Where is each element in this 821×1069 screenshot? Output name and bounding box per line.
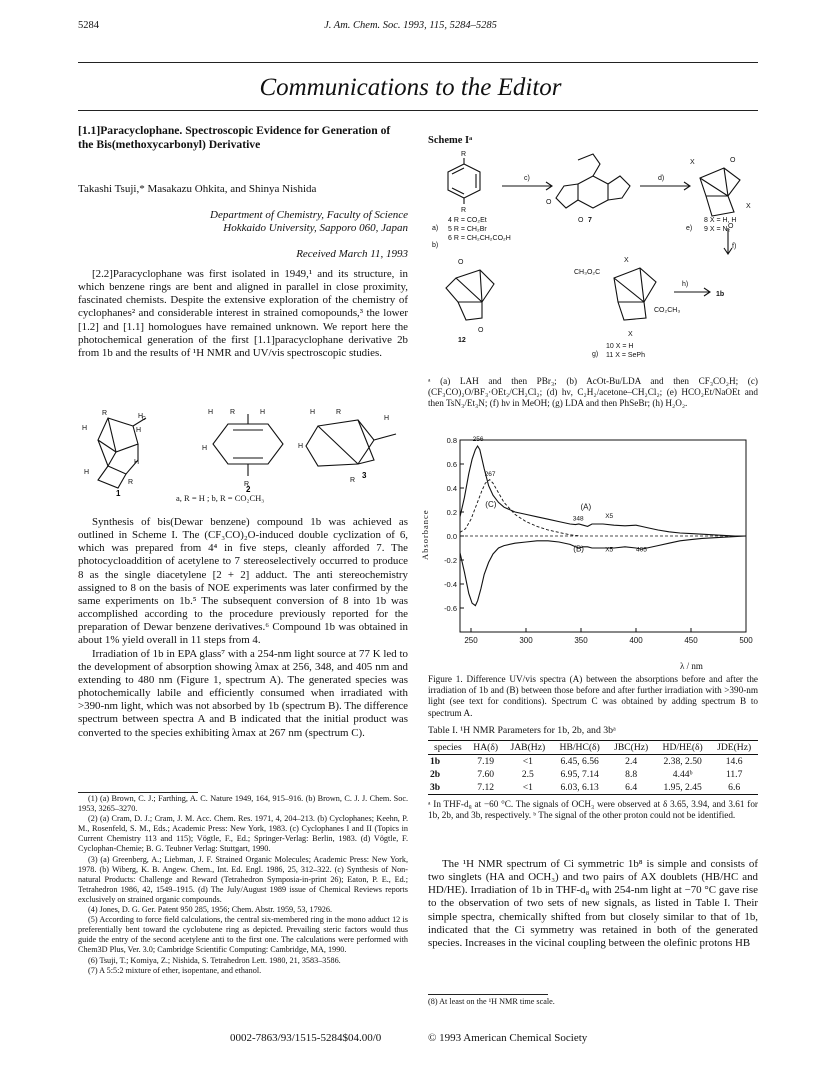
svg-text:H: H [82, 425, 88, 432]
affiliation [160, 209, 408, 235]
references-rule [78, 792, 198, 793]
title-rule [78, 110, 758, 111]
series-line-b [460, 536, 746, 606]
reference-4: (4) Jones, D. G. Ger. Patent 950 285, 1956; Chem. Abstr. 1959, 53, 17926. [88, 905, 333, 915]
scheme-row-6: 6 R = CH₂CH₂CO₂H [448, 235, 511, 242]
svg-text:H: H [310, 409, 316, 416]
scheme-row-11: 11 X = SePh [606, 352, 645, 359]
table-cell: 3b [428, 781, 468, 795]
scheme-ch3o2c: CH₃O₂C [574, 269, 601, 276]
svg-text:H: H [208, 409, 214, 416]
table-title: Table I. ¹H NMR Parameters for 1b, 2b, and 3bᵃ [428, 725, 616, 736]
right-footnote: (8) At least on the ¹H NMR time scale. [428, 997, 555, 1006]
table-cell: 6.6 [710, 781, 758, 795]
structure-label-2: 2 [246, 485, 251, 494]
reference-2: (2) (a) Cram, D. J.; Cram, J. M. Acc. Chem. Res. 1971, 4, 204–213. (b) Cyclophanes; Keehn, P. M., Rosenfeld, S. M., Eds.; Academic Press: New York, 1983. (c) Cyclophanes I and II (Topics in Current Chemistry 113 and 115); Vögtle, F., Ed.; Springer-Verlag: Berlin, 1983. (d) Vögtle, F. Cyclophan-Chemie; B. G. Teubner Verlag: Stuttgart, 1990. [78, 814, 408, 854]
scheme-row-8: 8 X = H, H [704, 217, 737, 224]
table-cell: 2.5 [521, 769, 534, 780]
scheme-r-top: R [461, 151, 467, 158]
series-line-a [460, 446, 746, 536]
chart-xlabel: λ / nm [680, 661, 703, 671]
svg-text:H: H [84, 469, 90, 476]
scheme-step-g: g) [592, 351, 599, 358]
table-header: JAB(Hz) [504, 741, 552, 755]
structures-caption: a, R = H ; b, R = CO₂CH₃ [176, 493, 265, 503]
scheme-r-bottom: R [461, 207, 467, 214]
table-cell: 11.7 [725, 769, 743, 780]
scheme-step-c: c) [524, 175, 530, 182]
x-tick-label: 350 [574, 636, 588, 645]
structure-label-3: 3 [362, 471, 367, 480]
body-text [78, 516, 408, 740]
scheme-x-right: X [746, 203, 751, 210]
scheme-step-a: a) [432, 225, 439, 232]
scheme-x-top: X [690, 159, 695, 166]
x-tick-label: 400 [629, 636, 643, 645]
table-header: HA(δ) [468, 741, 504, 755]
scheme-title: Scheme Iᵃ [428, 135, 473, 146]
table-header: JBC(Hz) [607, 741, 655, 755]
scheme-o-12: O [458, 259, 464, 266]
scheme-row-4: 4 R = CO₂Et [448, 217, 487, 224]
series-label-b: (B) [573, 544, 584, 554]
right-body [428, 858, 758, 950]
scheme-x-11: X [624, 257, 629, 264]
svg-text:R: R [230, 409, 236, 416]
table-header: HD/HE(δ) [655, 741, 710, 755]
scheme-footnote: ᵃ (a) LAH and then PBr₃; (b) AcOt-Bu/LDA and then CF₃CO₂H; (c) (CF₃CO)₂O/BF₃·OEt₂/CH₂Cl₂; (d) hν, C₂H₂/acetone–CH₂Cl₂; (e) HCO₂Et/NaOEt and then TsN₃/Et₃N; (f) hν in MeOH; (g) LDA and then PhSeBr; (h) H₂O₂. [428, 376, 758, 409]
scheme-x-11b: X [628, 331, 633, 338]
svg-text:H: H [136, 427, 142, 434]
paragraph-irradiation: Irradiation of 1b in EPA glass⁷ with a 254-nm light source at 77 K led to the development of absorption showing λmax at 256, 348, and 405 nm and extending to 480 nm (Figure 1, spectrum A). The generated species was photochemically labile and efficiently consumed when irradiated with >390-nm light, which was not absorbed by 1b (spectrum B). The difference spectrum between spectra A and B indicated that the initial product was converted to the species exhibiting λmax at 267 nm (spectrum C). [78, 647, 408, 739]
scale-label-x5-a: X5 [605, 513, 614, 520]
table-row [428, 781, 758, 795]
scheme-co2ch3: CO₂CH₃ [654, 307, 681, 314]
svg-text:R: R [350, 477, 356, 484]
table-cell: 7.12 [468, 781, 504, 795]
svg-text:R: R [244, 481, 250, 488]
series-label-c: (C) [485, 500, 497, 510]
scheme-o-top: O [730, 157, 736, 164]
page-number: 5284 [78, 20, 99, 31]
table-cell: 7.19 [477, 756, 495, 767]
svg-text:H: H [134, 459, 140, 466]
table-cell: 14.6 [725, 756, 743, 767]
section-title: Communications to the Editor [259, 74, 562, 101]
reference-3: (3) (a) Greenberg, A.; Liebman, J. F. Strained Organic Molecules; Academic Press: New York, 1978. (b) Wiberg, K. B. Angew. Chem., Int. Ed. Engl. 1986, 25, 312–322. (c) Synthesis of Non-natural Products: Challenge and Reward (Tetrahedron Symposia-in-print 26); Eaton, P. E., Ed.; Tetrahedron 1986, 42, 1549–1915. (d) The July/August 1989 issue of Chemical Reviews reports exclusively on strained organic compounds. [78, 854, 408, 904]
scale-label-x5-b: X5 [605, 546, 614, 554]
table-cell: 7.60 [477, 769, 495, 780]
table-header: HB/HC(δ) [552, 741, 607, 755]
reference-6: (6) Tsuji, T.; Komiya, Z.; Nishida, S. Tetrahedron Lett. 1980, 21, 3583–3586. [88, 955, 341, 965]
paragraph-intro: [2.2]Paracyclophane was first isolated in 1949,¹ and its structure, in which benzene rings are bent and aligned in parallel in close proximity, fascinated chemists. Despite the extensive exploration of the chemistry of cyclophanes² and considerable interest in strained comopounds,³ the lower [1.2] and [1.1] homologues have remained unknown. We report here the photochemical generation of the first [1.1]paracyclophane derivative 2b from 1b and the results of ¹H NMR and UV/vis spectroscopic studies. [78, 268, 408, 359]
svg-text:H: H [384, 415, 390, 422]
structures-figure [78, 404, 408, 500]
y-tick-label: -0.6 [444, 604, 457, 613]
y-tick-label: -0.4 [444, 580, 457, 589]
svg-text:C: C [142, 416, 146, 422]
scheme-step-e: e) [686, 225, 693, 232]
scheme-product: 1b [716, 291, 725, 298]
right-footnote-rule [428, 994, 548, 995]
intro-text [78, 268, 408, 360]
table-header: species [428, 741, 468, 755]
paragraph-nmr: The ¹H NMR spectrum of Ci symmetric 1b⁸ is simple and consists of two singlets (HA and OCH₃) and two pairs of AX doublets (HB/HC and HD/HE). Irradiation of 1b in THF-d₈ with 254-nm light at −70 °C gave rise to the observation of two sets of new signals, as listed in Table I. Their simple spectra, chemically shifted from but closely similar to that of 1b, indicated that the Ci symmetry was retained in both of the generated species. Increases in the vicinal coupling between the olefinic protons HB [428, 858, 758, 949]
x-tick-label: 450 [684, 636, 698, 645]
nmr-table [428, 740, 758, 795]
y-tick-label: 0.6 [446, 460, 457, 469]
scheme-o-bottom: O [728, 223, 734, 230]
reference-7: (7) A 5:5:2 mixture of ether, isopentane, and ethanol. [88, 965, 262, 975]
affiliation-line-1: Department of Chemistry, Faculty of Science [210, 209, 408, 221]
series-line-c [460, 480, 581, 536]
scheme-figure [428, 150, 758, 370]
footer-code: 0002-7863/93/1515-5284$04.00/0 [230, 1032, 382, 1044]
scheme-compound-12: 12 [458, 337, 466, 344]
y-tick-label: 0.4 [446, 484, 457, 493]
series-label-a: (A) [580, 502, 592, 512]
svg-text:R: R [128, 479, 134, 486]
scheme-row-9: 9 X = N₂ [704, 226, 731, 233]
scheme-o-7: O [578, 217, 584, 224]
scheme-step-h: h) [682, 281, 689, 288]
journal-reference: J. Am. Chem. Soc. 1993, 115, 5284–5285 [324, 20, 497, 31]
svg-text:H: H [202, 445, 208, 452]
table-row [428, 755, 758, 769]
table-header-row [428, 741, 758, 755]
article-title: [1.1]Paracyclophane. Spectroscopic Evidence for Generation of the Bis(methoxycarbonyl) Derivative [78, 124, 391, 151]
table-cell: 2.38, 2.50 [663, 756, 702, 767]
table-cell: 1b [430, 756, 441, 767]
table-cell: 1.95, 2.45 [655, 781, 710, 795]
references [78, 794, 408, 976]
uv-vis-spectra-chart [428, 432, 758, 656]
x-tick-label: 300 [519, 636, 533, 645]
table-cell: 2b [430, 769, 441, 780]
table-container [428, 740, 758, 821]
table-cell: 2.4 [625, 756, 638, 767]
figure-caption: Figure 1. Difference UV/vis spectra (A) between the absorptions before and after the irradiation of 1b and (B) between those before and after further irradiation with >390-nm light (see text for conditions). Spectrum C was obtained by adding spectrum B to spectrum A. [428, 674, 758, 718]
peak-label-267: 267 [484, 471, 496, 478]
x-tick-label: 500 [739, 636, 753, 645]
received-date: Received March 11, 1993 [296, 248, 408, 260]
svg-text:R: R [336, 409, 342, 416]
table-cell: 4.44ᵇ [672, 769, 693, 780]
header-rule [78, 62, 758, 63]
chart-ylabel-text: Absorbance [420, 509, 430, 560]
svg-text:H: H [260, 409, 266, 416]
table-cell: 6.4 [607, 781, 655, 795]
table-header: JDE(Hz) [710, 741, 758, 755]
scheme-step-d: d) [658, 175, 665, 182]
x-tick-label: 250 [464, 636, 478, 645]
reference-5: (5) According to force field calculations, the central six-membered ring in the mono adduct 12 is preferentially bent toward the cyclobutene ring as depicted. Prevailing steric factors would thus guide the entry of the second acetylene anti to the first one. The calculations were performed with Chem3D Plus, Ver. 3.0; Cambridge Scientific Computing: Cambridge, MA, 1990. [78, 915, 408, 955]
scheme-o-7b: O [546, 199, 552, 206]
affiliation-line-2: Hokkaido University, Sapporo 060, Japan [223, 222, 408, 234]
peak-label-405: 405 [636, 546, 647, 554]
table-cell: 6.95, 7.14 [560, 769, 599, 780]
table-footnote: ᵃ In THF-d₈ at −60 °C. The signals of OCH₃ were observed at δ 3.65, 3.94, and 3.61 for 1b, 2b, and 3b, respectively. ᵇ The signal of the other proton could not be identified. [428, 799, 758, 821]
structure-label-1: 1 [116, 489, 121, 498]
scheme-o-12b: O [478, 327, 484, 334]
paragraph-synthesis: Synthesis of bis(Dewar benzene) compound 1b was achieved as outlined in Scheme I. The (CF₃CO)₂O-induced double cyclization of 6, which was prepared from 4⁴ in five steps, cleanly afforded 7. The photocycloaddition of acetylene to 7 stereoselectively occurred to produce 8 as the single diacetylene [2 + 2] adduct. The anti stereochemistry assigned to 8 on the basis of NOE experiments was later confirmed by the same experiments on 1b.⁵ The subsequent conversion of 8 into 1b was accomplished according to the procedure previously reported for the preparation of Dewar benzene derivatives.⁶ Compound 1b was obtained in about 1% yield overall in 11 steps from 4. [78, 516, 408, 647]
table-cell: 6.45, 6.56 [560, 756, 599, 767]
table-row [428, 768, 758, 781]
scheme-row-5: 5 R = CH₂Br [448, 226, 487, 233]
y-tick-label: -0.2 [444, 556, 457, 565]
svg-text:R: R [102, 410, 108, 417]
article-authors: Takashi Tsuji,* Masakazu Ohkita, and Shinya Nishida [78, 183, 317, 195]
scheme-step-b: b) [432, 242, 439, 249]
y-tick-label: 0.8 [446, 436, 457, 445]
peak-label-256: 256 [472, 436, 484, 444]
chart-ylabel [420, 469, 430, 560]
peak-label-348: 348 [572, 515, 584, 523]
svg-text:H: H [298, 443, 304, 450]
table-cell: 8.8 [625, 769, 638, 780]
y-tick-label: 0.0 [446, 532, 457, 541]
svg-text:H: H [138, 413, 144, 420]
y-tick-label: 0.2 [446, 508, 457, 517]
table-cell: <1 [504, 781, 552, 795]
scheme-step-f: f) [732, 243, 737, 250]
reference-1: (1) (a) Brown, C. J.; Farthing, A. C. Nature 1949, 164, 915–916. (b) Brown, C. J. J. Chem. Soc. 1953, 3265–3270. [78, 794, 408, 814]
scheme-compound-7: 7 [588, 217, 592, 224]
footer-copyright: © 1993 American Chemical Society [428, 1032, 588, 1044]
scheme-row-10: 10 X = H [606, 343, 634, 350]
table-cell: 6.03, 6.13 [552, 781, 607, 795]
table-cell: <1 [522, 756, 533, 767]
